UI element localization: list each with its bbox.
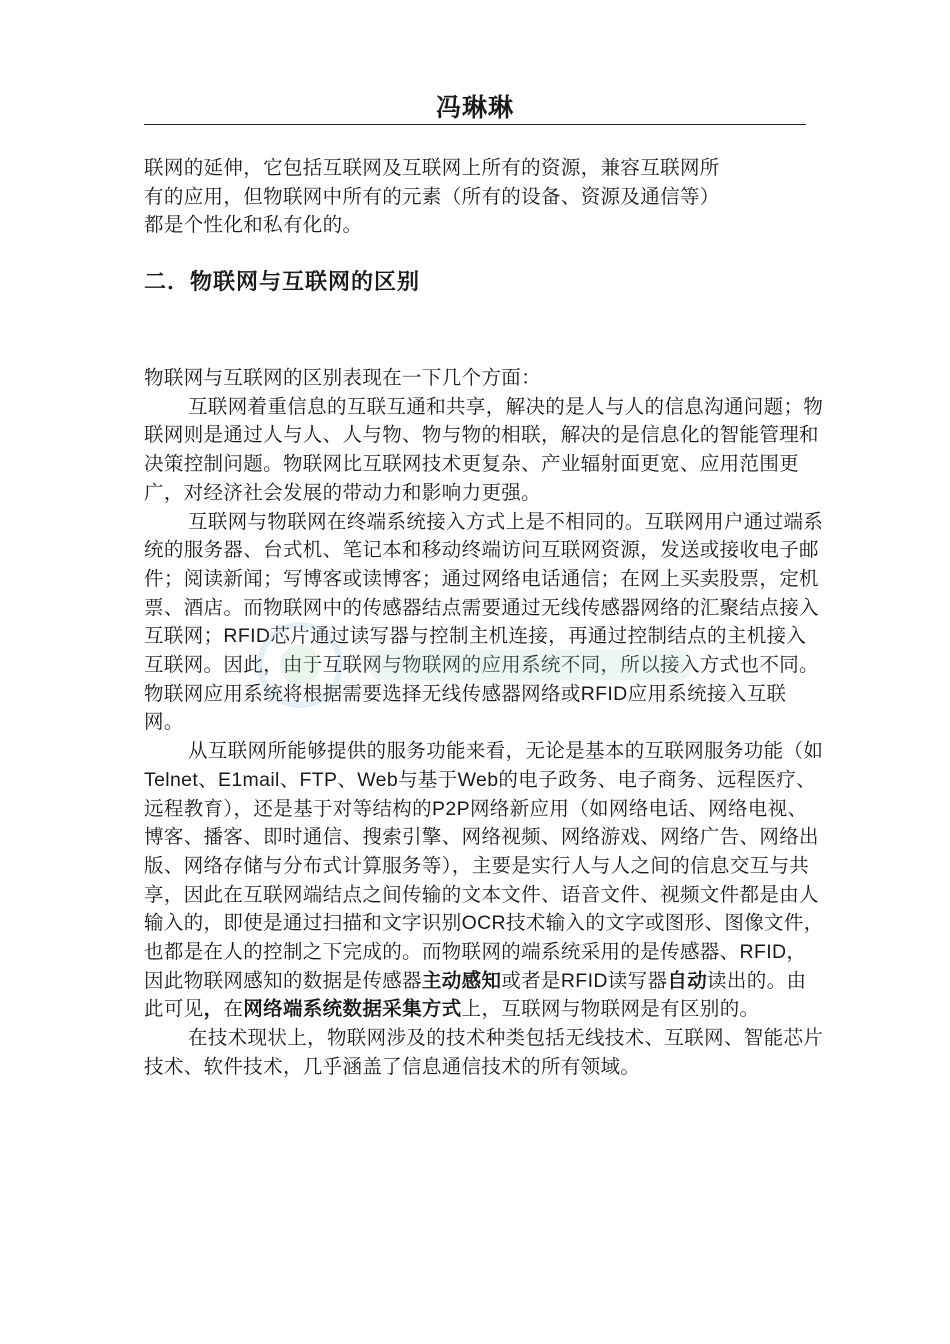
paragraph-service-functions	[144, 737, 824, 1024]
emphasis-automatic: 自动	[667, 968, 708, 992]
emphasis-comma: ，	[203, 997, 224, 1021]
header-divider	[144, 124, 806, 125]
section-heading: 二．物联网与互联网的区别	[144, 270, 421, 295]
text-run: 上，互联网与物联网是有区别的。	[461, 997, 760, 1021]
paragraph-access-method	[144, 508, 824, 738]
intro-line: 有的应用，但物联网中所有的元素（所有的设备、资源及通信等）	[144, 184, 720, 208]
intro-paragraph	[144, 154, 824, 240]
term-rfid: RFID	[223, 625, 271, 648]
intro-line: 联网的延伸，它包括互联网及互联网上所有的资源，兼容互联网所	[144, 156, 720, 179]
term-protocols: Telnet、E1mail、FTP、Web	[144, 768, 399, 791]
term-rfid: RFID	[560, 969, 608, 992]
text-run: 在	[223, 997, 244, 1021]
text-run: 互联网与物联网在终端系统接入方式上是不相同的。互联网用户通过端系统的服务器、台式机、笔记本和移动终端访问互联网资源，发送或接收电子邮件；阅读新闻；写博客或读博客；通过网络电话通信；在网上买卖股票，定机票、酒店。而物联网中的传感器结点需要通过无线传感器网络的汇聚结点接入互联网；	[144, 509, 824, 648]
paragraph-intro-sentence: 物联网与互联网的区别表现在一下几个方面：	[144, 366, 542, 389]
text-run: 读出的。由此可见	[144, 968, 807, 1021]
emphasis-data-collection: 网络端系统数据采集方式	[243, 997, 462, 1021]
text-run: 芯片通过读写器与控制主机连接，再通过控制结点的主机接入互联网。因此，由于互联网与物联网的应用系统不同，所以接入方式也不同。物联网应用系统将根据需要选择无线传感器网络或	[144, 624, 819, 705]
term-rfid: RFID	[580, 682, 628, 705]
term-rfid: RFID	[739, 941, 787, 964]
body-content	[144, 364, 824, 1082]
text-run: 技术输入的文字或图形、图像文件，也都是在人的控制之下完成的。而物联网的端系统采用的是传感器、	[144, 911, 824, 964]
text-run: 读写器	[607, 968, 668, 992]
text-run: 与基于	[398, 767, 458, 791]
text-run: 或者是	[501, 968, 561, 992]
intro-line: 都是个性化和私有化的。	[144, 213, 363, 237]
term-web: Web	[457, 768, 499, 791]
text-run: 的电子政务、电子商务、远程医疗、远程教育），还是基于对等结构的	[144, 767, 817, 820]
text-run: 从互联网所能够提供的服务功能来看，无论是基本的互联网服务功能（如	[188, 739, 824, 763]
paragraph-focus-difference: 互联网着重信息的互联互通和共享，解决的是人与人的信息沟通问题；物联网则是通过人与人、人与物、物与物的相联，解决的是信息化的智能管理和决策控制问题。物联网比互联网技术更复杂、产业辐射面更宽、应用范围更广，对经济社会发展的带动力和影响力更强。	[144, 394, 824, 504]
paragraph-technology-status: 在技术现状上，物联网涉及的技术种类包括无线技术、互联网、智能芯片技术、软件技术，几乎涵盖了信息通信技术的所有领域。	[144, 1026, 824, 1078]
text-run: ，因此物联网感知的数据是传感器	[144, 940, 807, 992]
term-ocr: OCR	[461, 912, 506, 935]
emphasis-active-sensing: 主动感知	[421, 968, 502, 992]
term-p2p: P2P	[432, 797, 470, 820]
page-header-title: 冯琳琳	[435, 93, 514, 122]
text-run: 网络新应用（如网络电话、网络电视、博客、播客、即时通信、搜索引擎、网络视频、网络游戏、网络广告、网络出版、网络存储与分布式计算服务等），主要是实行人与人之间的信息交互与共享，因此在互联网端结点之间传输的文本文件、语音文件、视频文件都是由人输入的，即使是通过扫描和文字识别	[144, 796, 819, 935]
text-run: 应用系统接入互联网。	[144, 681, 787, 734]
